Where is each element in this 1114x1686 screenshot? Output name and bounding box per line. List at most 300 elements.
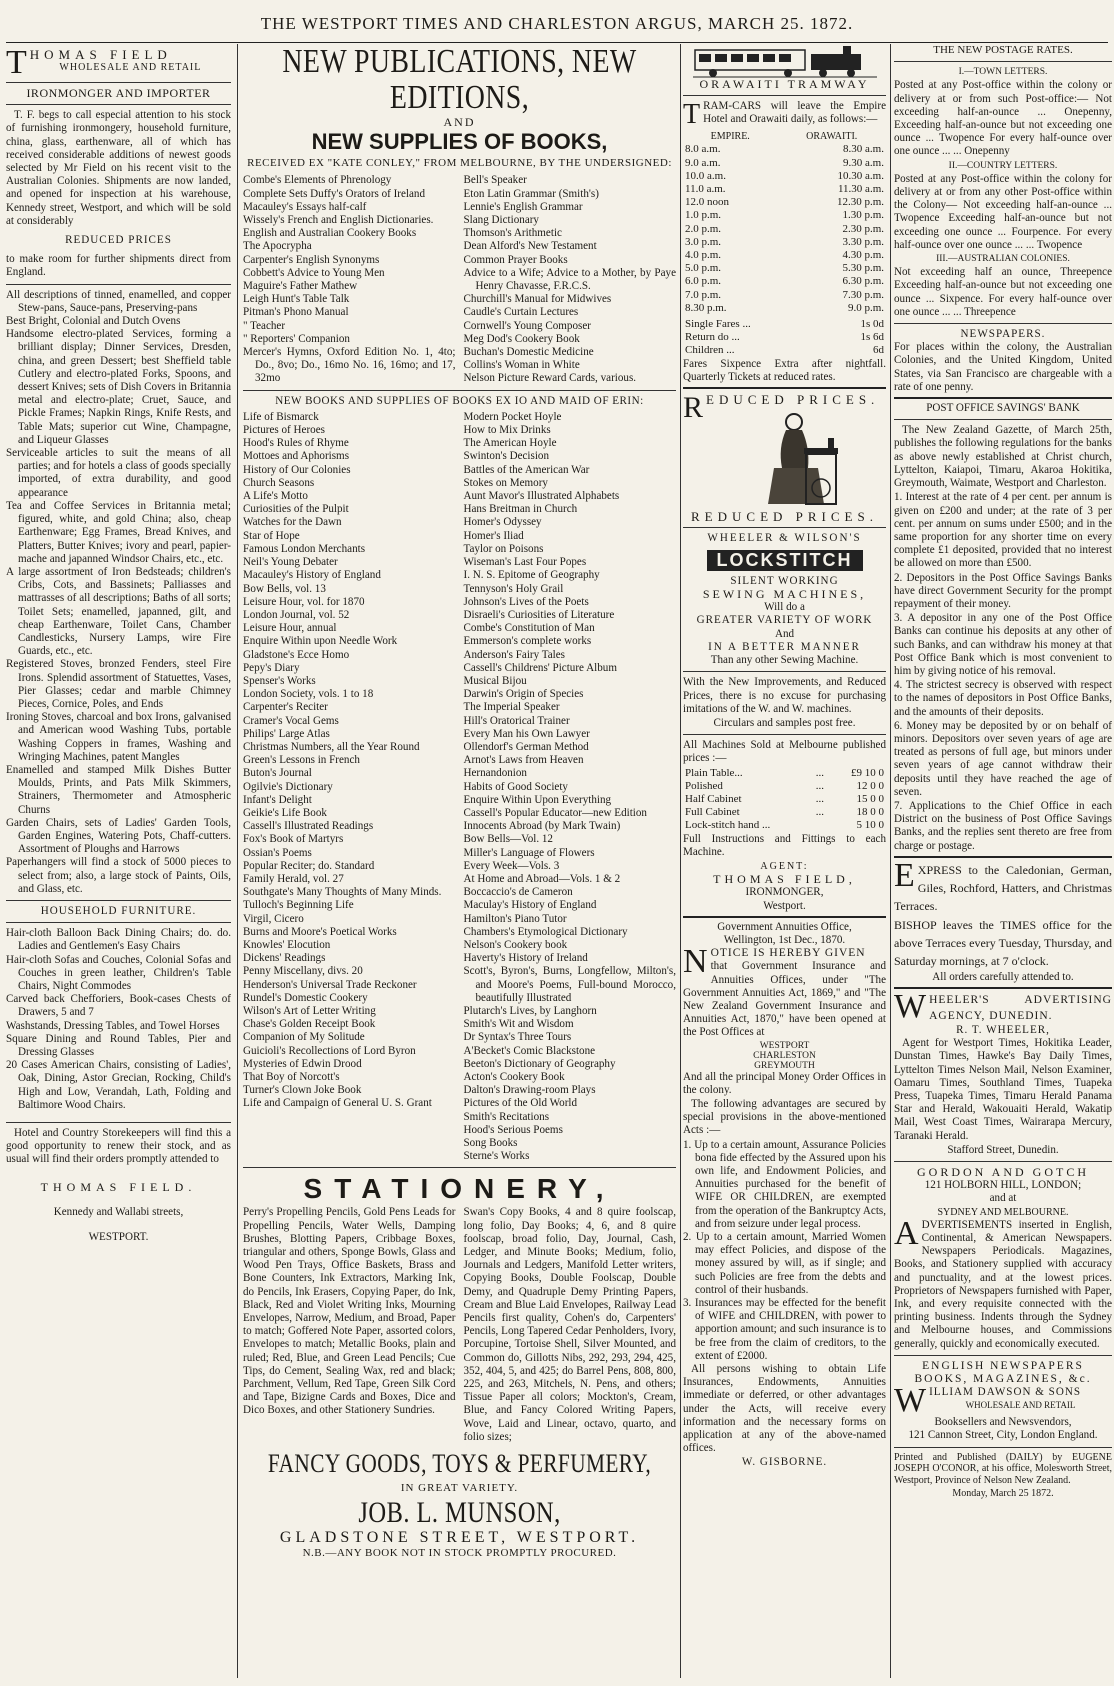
timetable-row-cell: 6.30 p.m. [842, 275, 884, 288]
book-item: Tennyson's Holy Grail [463, 582, 564, 595]
book-item: Ossian's Poems [243, 846, 312, 859]
dawson-sub: WHOLESALE AND RETAIL [965, 1400, 1076, 1411]
notice-drop-cap: N [683, 943, 708, 981]
furniture-item: Hair-cloth Balloon Back Dining Chairs; do. do. Ladies and Gentlemen's Easy Chairs [6, 927, 231, 953]
fare-row [683, 331, 886, 344]
field-ironmonger-ad [6, 44, 238, 1678]
price-row-cell: 5 10 0 [856, 819, 884, 832]
timetable-row-cell: 12.30 p.m. [836, 196, 884, 209]
intro-text: T. F. begs to call especial attention to his stock of furnishing ironmongery, household furniture, china, glass, earthenware, all of which has received considerable additions of newest goods selected by Mr Field on his recent visit to the Australian Colonies. Shipments are now landed, and opened for inspection at his warehouse, Kennedy street, Westport, and which will be sold at considerably [6, 109, 231, 227]
agent-name: THOMAS FIELD, [713, 872, 856, 887]
savings-intro: The New Zealand Gazette, of March 25th, publishes the following regulations for the banks as above newly established at Christ church, Lyttelton, Kaiapoi, Timaru, Akaroa Hokitika, Greymouth, Waimate, Westport and Charleston. [894, 424, 1112, 490]
book-item: Common Prayer Books [463, 253, 568, 266]
book-item: Life of Bismarck [243, 410, 319, 423]
book-item: Geikie's Life Book [243, 806, 327, 819]
book-item: Mercer's Hymns, Oxford Edition No. 1, 4to; Do., 8vo; Do., 16mo No. 16, 16mo; and 17, 32mo [243, 346, 456, 385]
notice-body: that Government Insurance and Annuities Offices, under "The Government Annuities Act, 1869," and "The New Zealand Government Insurance and Annuities Act, 1870," have been opened at the Post Offices at [683, 960, 886, 1039]
book-item: Johnson's Lives of the Poets [463, 595, 589, 608]
book-item: Cassell's Childrens' Picture Album [463, 661, 617, 674]
price-row [683, 819, 886, 832]
express-text: XPRESS to the Caledonian, German, Giles, Rochford, Hatters, and Christmas Terraces. [894, 862, 1112, 913]
book-item: Homer's Odyssey [463, 516, 542, 529]
timetable-row-cell: 3.30 p.m. [842, 235, 884, 248]
timetable-row-cell: 9.30 a.m. [843, 156, 884, 169]
tram-drop-cap: T [683, 99, 701, 131]
book-item: Christmas Numbers, all the Year Round [243, 740, 420, 753]
book-item: Every Week—Vols. 3 [463, 859, 560, 872]
book-item: Hood's Rules of Rhyme [243, 437, 349, 450]
stock-item: Paperhangers will find a stock of 5000 pieces to select from; also, a large stock of Paints, Oils, and Glass, etc. [6, 856, 231, 895]
adv-drop-cap: W [894, 987, 927, 1025]
furniture-item: 20 Cases American Chairs, consisting of Ladies', Oak, Dining, Astor Grecian, Rocking, Child's High and Low, Verandah, Lath, Folding and Baltimore Wood Chairs. [6, 1059, 231, 1111]
stafford-street: Stafford Street, Dunedin. [947, 1143, 1059, 1156]
dawson-drop-cap: W [894, 1382, 927, 1420]
book-item: Arnot's Laws from Heaven [463, 754, 584, 767]
book-item: Bow Bells, vol. 13 [243, 582, 326, 595]
timetable-row [683, 236, 886, 249]
imprint: Printed and Published (DAILY) by EUGENE JOSEPH O'CONOR, at his office, Molesworth Street, Westport, Province of Nelson New Zealand. [894, 1451, 1112, 1486]
book-item: Famous London Merchants [243, 542, 366, 555]
book-item: Macauley's Essays half-calf [243, 200, 367, 213]
book-item: Mysteries of Edwin Drood [243, 1057, 362, 1070]
rt-wheeler: R. T. WHEELER, [956, 1023, 1050, 1036]
price-row [683, 806, 886, 819]
adverts-text: DVERTISEMENTS inserted in English, Continental, & American Newspapers. Newspapers Periodicals. Magazines, Books, and Stationery supplied with accuracy and punctuality, and at the lowest prices. Proprietors of Newspapers furnished with Paper, Ink, and every requisite connected with the printing business. Indents through the Sydney and Melbourne houses, and Commissions generally, quickly and economically executed. [894, 1218, 1112, 1350]
agent-role: IRONMONGER, [745, 886, 824, 899]
australian-heading: III.—AUSTRALIAN COLONIES. [936, 254, 1070, 265]
price-row-cell: Plain Table... [685, 766, 743, 779]
book-item: Boccaccio's de Cameron [463, 886, 573, 899]
book-item: Musical Bijou [463, 674, 527, 687]
town-letters-heading: I.—TOWN LETTERS. [958, 67, 1048, 78]
fittings: Full Instructions and Fittings to each Machine. [683, 832, 886, 858]
adv-agency-heading: HEELER'S ADVERTISING AGENCY, DUNEDIN. [929, 993, 1112, 1022]
book-item: Advice to a Wife; Advice to a Mother, by Paye Henry Chavasse, F.R.C.S. [463, 266, 676, 293]
country-letters: Posted at any Post-office within the colony for delivery at or from any other Post-office within the Colony— Not exceeding half-an-ounce ... Twopence Exceeding half-an-ounce but not exceeding one ounce ... Fourpence. For every half-ounce over one ounce ... ... Twopence [894, 172, 1112, 251]
furniture-item: Square Dining and Round Tables, Pier and Dressing Glasses [6, 1032, 231, 1059]
books-list-1-right [464, 174, 677, 385]
advantage-item: 1. Up to a certain amount, Assurance Policies bona fide effected by the Assured upon his own life, and Endowment Policies, and Annuities purchased for the benefit of WIFE OR CHILDREN, are exempted from the operation of the Bankruptcy Acts, and from seizure under legal process. [683, 1138, 886, 1230]
notices-column [890, 44, 1112, 1678]
dawson-name: ILLIAM DAWSON & SONS [929, 1386, 1082, 1399]
book-item: Cramer's Vocal Gems [243, 714, 339, 727]
gisborne-signature: W. GISBORNE. [741, 1456, 828, 1469]
timetable-row-cell: 9.0 p.m. [847, 301, 884, 314]
adverts-drop-cap: A [894, 1214, 919, 1252]
timetable-row-cell: 10.30 a.m. [837, 169, 884, 182]
advantage-item: 3. Insurances may be effected for the benefit of WIFE and CHILDREN, with power to apportion amount; and such insurance is to be free from the claim of creditors, to the extent of £2000. [683, 1297, 886, 1362]
timetable-row [683, 196, 886, 209]
books-list-2-left [243, 411, 456, 1164]
tramway-heading: ORAWAITI TRAMWAY [699, 77, 870, 91]
stock-item: Registered Stoves, bronzed Fenders, steel Fire Irons. Splendid assortment of Statuettes, Vases, Pier Glasses; cedar and marble Chimney Pieces, Cornice, Poles, and Ends [6, 658, 231, 710]
timetable-row [683, 223, 886, 236]
book-item: Pictures of Heroes [243, 424, 325, 437]
price-row-cell: 12 0 0 [856, 779, 884, 792]
timetable-row [683, 209, 886, 222]
book-item: Thomson's Arithmetic [463, 227, 562, 240]
timetable-row-cell: 2.0 p.m. [685, 222, 722, 235]
price-row [683, 767, 886, 780]
book-item: Darwin's Origin of Species [463, 688, 584, 701]
timetable-row [683, 157, 886, 170]
reduced-prices-top: EDUCED PRICES. [706, 392, 880, 408]
will-do: Will do a [764, 601, 805, 614]
book-item: Eton Latin Grammar (Smith's) [463, 187, 599, 200]
fare-row-cell: 6d [873, 344, 884, 357]
stock-item: All descriptions of tinned, enamelled, and copper Stew-pans, Sauce-pans, Preserving-pans [6, 288, 231, 314]
book-item: Buton's Journal [243, 767, 312, 780]
book-item: That Boy of Norcott's [243, 1071, 340, 1084]
price-row-cell [814, 819, 832, 832]
timetable-row [683, 262, 886, 275]
bishop-text: BISHOP leaves the TIMES office for the above Terraces every Tuesday, Thursday, and Saturday mornings, at 7 o'clock. [894, 917, 1112, 968]
holborn-hill: 121 HOLBORN HILL, LONDON; [924, 1179, 1082, 1192]
fare-row-cell: Return do ... [685, 331, 740, 344]
timetable-row [683, 289, 886, 302]
book-item: Leigh Hunt's Table Talk [243, 293, 350, 306]
book-item: London Journal, vol. 52 [243, 608, 350, 621]
book-item: Companion of My Solitude [243, 1031, 365, 1044]
book-item: Bell's Speaker [463, 174, 527, 187]
book-item: Southgate's Many Thoughts of Many Minds. [243, 886, 442, 899]
book-item: Wissely's French and English Dictionaries. [243, 214, 434, 227]
reduced-prices-heading: REDUCED PRICES [65, 234, 172, 247]
book-item: Modern Pocket Hoyle [463, 410, 562, 423]
book-item: Sterne's Works [463, 1150, 530, 1163]
sydney-melbourne: SYDNEY AND MELBOURNE. [937, 1206, 1069, 1218]
book-item: Smith's Recitations [463, 1110, 550, 1123]
book-item: Beeton's Dictionary of Geography [463, 1057, 616, 1070]
rt-agent-text: Agent for Westport Times, Hokitika Leader, Dunstan Times, Hawke's Bay Daily Times, Lyttelton Times Nelson Mail, Nelson Examiner, Oamaru Times, Southland Times, Tuapeka Press, Tuapeka Times, Timaru Herald Panama Star and Herald, Wakouaiti Herald, Wakatip Mail, West Coast Times, Wairarapa Mercury, Taranaki Herald. [894, 1037, 1112, 1142]
book-item: Aunt Mavor's Illustrated Alphabets [463, 490, 620, 503]
timetable-row [683, 170, 886, 183]
english-newspapers: ENGLISH NEWSPAPERS BOOKS, MAGAZINES, &c. [914, 1359, 1092, 1386]
town: WESTPORT. [88, 1231, 149, 1244]
masthead: THE WESTPORT TIMES AND CHARLESTON ARGUS, MARCH 25. 1872. [6, 0, 1108, 43]
book-item: Bow Bells—Vol. 12 [463, 833, 553, 846]
timetable-row [683, 249, 886, 262]
fare-row [683, 318, 886, 331]
book-item: Acton's Cookery Book [463, 1071, 565, 1084]
advantage-item: 2. Up to a certain amount, Married Women may effect Policies, and dispose of the money assured by will, as if single; and such Policies are free from the debts and control of their husbands. [683, 1231, 886, 1296]
tram-illustration [693, 44, 877, 78]
stationery-right: Swan's Copy Books, 4 and 8 quire foolscap, long folio, Day Books; 4, 6, and 8 quire foolscap, broad folio, Day, Journal, Cash, Ledger, and Minute Books; Medium, folio, Journals and Ledgers, Manifold Letter writers, Copying Books, Double Foolscap, Double Demy, and Quadruple Demy Printing Papers, Cream and Blue Laid Envelopes, Railway Lead Pencils first quality, Cohen's do, Carpenters' Pencils, Long Tapered Cedar Penholders, Ivory, Porcupine, Tortoise Shell, Silver Mounted, and Common do, Gillotts Nibs, 292, 293, 294, 425, 352, 404, 5, and 425; do Barrel Pens, 808, 800, 225, and 263, Mitchels, N. Pens, and others; Tissue Paper all colors; Mockton's, Cream, Blue, and Fancy Colored Writing Papers, Wove, Laid and Linear, octavo, quarto, and folio sizes; [463, 1206, 676, 1443]
book-item: At Home and Abroad—Vols. 1 & 2 [463, 872, 621, 885]
book-item: Combe's Constitution of Man [463, 622, 595, 635]
munson-note: N.B.—ANY BOOK NOT IN STOCK PROMPTLY PROCURED. [302, 1546, 617, 1559]
book-item: Life and Campaign of General U. S. Grant [243, 1097, 432, 1110]
stationery-list [243, 1206, 676, 1444]
stock-item: Handsome electro-plated Services, forming a brilliant display; Dinner Services, Dresden, china, and green Dessert; best Sheffield table Cutlery and electro-plated Forks, Spoons, and dessert Knives; sets of Dish Covers in Britannia metal and electro-plate; Cruet, Sauce, and Pickle Frames; Napkin Rings, Knife Rests, and Table Mats; superior cut Wine, Champagne, and Liqueur Glasses [6, 328, 231, 446]
middle-ads-column [679, 44, 891, 1678]
fares-note: Fares Sixpence Extra after nightfall. Quarterly Tickets at reduced rates. [683, 357, 886, 383]
munson-books-ad [239, 44, 681, 1678]
book-item: Leisure Hour, vol. for 1870 [243, 595, 365, 608]
timetable-row-cell: 4.30 p.m. [842, 249, 884, 262]
price-row-cell: 18 0 0 [856, 806, 884, 819]
book-item: Miller's Language of Flowers [463, 846, 595, 859]
circulars: Circulars and samples post free. [713, 716, 856, 729]
timetable-row-cell: 7.30 p.m. [842, 288, 884, 301]
timetable-row-cell: 1.0 p.m. [685, 209, 722, 222]
book-item: Rundel's Domestic Cookery [243, 991, 368, 1004]
greater-variety: GREATER VARIETY OF WORK [696, 614, 873, 627]
timetable-header-orawaiti: ORAWAITI. [806, 131, 858, 143]
book-item: Complete Sets Duffy's Orators of Ireland [243, 187, 426, 200]
book-item: Dean Alford's New Testament [463, 240, 597, 253]
stock-item: Best Bright, Colonial and Dutch Ovens [6, 315, 181, 328]
dawson-role: Booksellers and Newsvendors, [934, 1416, 1072, 1429]
address: Kennedy and Wallabi streets, [53, 1205, 184, 1218]
book-item: Mottoes and Aphorisms [243, 450, 350, 463]
advantages-list [683, 1139, 886, 1363]
book-item: Chambers's Etymological Dictionary [463, 925, 628, 938]
fares-table [683, 318, 886, 358]
book-item: Guicioli's Recollections of Lord Byron [243, 1044, 416, 1057]
book-item: Emmerson's complete works [463, 635, 592, 648]
books-list-2 [243, 411, 676, 1164]
book-item: Cassell's Illustrated Readings [243, 820, 374, 833]
timetable-row [683, 143, 886, 156]
timetable-row-cell: 11.0 a.m. [685, 183, 726, 196]
munson-name: JOB. L. MUNSON, [358, 1496, 561, 1530]
timetable-header-empire: EMPIRE. [710, 131, 750, 143]
tram-intro: RAM-CARS will leave the Empire Hotel and Orawaiti daily, as follows:— [703, 100, 886, 126]
book-item: Enquire Within upon Needle Work [243, 635, 398, 648]
book-item: Curiosities of the Pulpit [243, 503, 349, 516]
headline-publications: NEW PUBLICATIONS, NEW EDITIONS, [282, 44, 637, 116]
book-item: Hernandonion [463, 767, 527, 780]
money-order: And all the principal Money Order Offices in the colony. [683, 1070, 886, 1096]
book-item: Battles of the American War [463, 463, 590, 476]
book-item: Dalton's Drawing-room Plays [463, 1084, 596, 1097]
following: The following advantages are secured by special provisions in the above-mentioned Acts :— [683, 1097, 886, 1137]
australian-rates: Not exceeding half an ounce, Threepence Exceeding half-an-ounce but not exceeding one ounce ... Sixpence. For every half-ounce over one ounce ... ... Threepence [894, 266, 1112, 318]
erin-heading: NEW BOOKS AND SUPPLIES OF BOOKS EX IO AND MAID OF ERIN: [275, 394, 644, 407]
notice-heading: OTICE IS HEREBY GIVEN [710, 947, 866, 960]
book-item: Disraeli's Curiosities of Literature [463, 608, 615, 621]
book-item: Spenser's Works [243, 674, 316, 687]
book-item: Watches for the Dawn [243, 516, 342, 529]
book-item: Hood's Serious Poems [463, 1123, 563, 1136]
book-item: History of Our Colonies [243, 463, 351, 476]
book-item: Innocents Abroad (by Mark Twain) [463, 820, 621, 833]
agent-label: AGENT: [760, 860, 809, 872]
sewing-machines: SEWING MACHINES, [702, 587, 867, 602]
book-item: Macauley's History of England [243, 569, 381, 582]
silent-working: SILENT WORKING [730, 574, 839, 587]
price-row-cell: ... [815, 792, 825, 805]
machine-prices [683, 767, 886, 833]
book-item: " Reporters' Companion [243, 332, 350, 345]
gov-office: Government Annuities Office, [717, 920, 852, 933]
furniture-heading: HOUSEHOLD FURNITURE. [40, 904, 197, 917]
columns [6, 44, 1112, 1678]
furniture-item: Washstands, Dressing Tables, and Towel Horses [6, 1019, 220, 1032]
book-item: Nelson Picture Reward Cards, various. [463, 372, 637, 385]
fare-row-cell: 1s 0d [860, 318, 884, 331]
fare-row [683, 344, 886, 357]
and-word: And [774, 627, 795, 640]
book-item: Meg Dod's Cookery Book [463, 332, 580, 345]
furniture-list [6, 927, 231, 1112]
postage-heading: THE NEW POSTAGE RATES. [933, 44, 1073, 56]
books-list-1-left [243, 174, 456, 385]
timetable-row-cell: 10.0 a.m. [685, 169, 726, 182]
book-item: Cassell's Popular Educator—new Edition [463, 806, 647, 819]
book-item: Homer's Iliad [463, 529, 524, 542]
express-drop-cap: E [894, 856, 915, 894]
timetable-row-cell: 12.0 noon [685, 196, 729, 209]
book-item: Leisure Hour, annual [243, 622, 337, 635]
price-row-cell: ... [815, 779, 825, 792]
timetable-row [683, 275, 886, 288]
wheeler-wilson: WHEELER & WILSON'S [707, 532, 862, 545]
price-row-cell: ... [815, 806, 825, 819]
stock-item: Garden Chairs, sets of Ladies' Garden Tools, Garden Engines, Watering Pots, Chaff-cutters. Assortment of Ploughs and Harrows [6, 816, 231, 856]
book-item: Cornwell's Young Composer [463, 319, 591, 332]
timetable-row-cell: 2.30 p.m. [842, 222, 884, 235]
book-item: A Life's Motto [243, 490, 308, 503]
variety-text: IN GREAT VARIETY. [400, 1482, 519, 1495]
savings-rule: 3. A depositor in any one of the Post Office Banks can continue his deposits at any other of such Banks, and can withdraw his money at that Post Office Bank which is most convenient to him by giving notice of his removal. [894, 612, 1112, 677]
price-row [683, 793, 886, 806]
orders-text: All orders carefully attended to. [932, 970, 1074, 983]
timetable-row-cell: 11.30 a.m. [837, 183, 884, 196]
imprint-date: Monday, March 25 1872. [952, 1488, 1054, 1500]
fancy-goods-heading: FANCY GOODS, TOYS & PERFUMERY, [267, 1449, 652, 1479]
book-item: Hill's Oratorical Trainer [463, 714, 570, 727]
price-row-cell: Full Cabinet [685, 806, 740, 819]
gordon-gotch: GORDON AND GOTCH [916, 1165, 1089, 1180]
newspapers-heading: NEWSPAPERS. [960, 328, 1046, 341]
book-item: Wiseman's Last Four Popes [463, 556, 587, 569]
notice-place: WESTPORT [759, 1040, 810, 1051]
book-item: Popular Reciter; do. Standard [243, 859, 375, 872]
book-item: Nelson's Cookery book [463, 938, 568, 951]
country-letters-heading: II.—COUNTRY LETTERS. [948, 160, 1058, 171]
book-item: Maguire's Father Mathew [243, 280, 358, 293]
savings-heading: POST OFFICE SAVINGS' BANK [926, 402, 1080, 415]
agent-town: Westport. [763, 899, 806, 912]
book-item: English and Australian Cookery Books [243, 227, 417, 240]
book-item: Churchill's Manual for Midwives [463, 293, 612, 306]
furniture-item: Hair-cloth Sofas and Couches, Colonial Sofas and Couches in green leather, Children's Table Chairs, Night Commodes [6, 953, 231, 992]
book-item: Anderson's Fairy Tales [463, 648, 565, 661]
savings-rule: 1. Interest at the rate of 4 per cent. per annum is given on £200 and under; at the rate of 3 per cent. per annum on sums under £500; and in the same proportion for any shorter time on every complete £1 deposited, provided that no interest be allowed on more than £500. [894, 491, 1112, 570]
trade-heading: IRONMONGER AND IMPORTER [26, 86, 211, 100]
timetable-row-cell: 5.30 p.m. [842, 262, 884, 275]
book-item: Song Books [463, 1137, 518, 1150]
savings-rule: 4. The strictest secrecy is observed with respect to the names of depositors in Post Office Banks, and the amounts of their deposits. [894, 679, 1112, 718]
books-list-2-right [464, 411, 677, 1164]
book-item: Virgil, Cicero [243, 912, 304, 925]
book-item: Combe's Elements of Phrenology [243, 174, 392, 187]
savings-rule: 6. Money may be deposited by or on behalf of minors. Depositors over seven years of age are treated as persons of full age, but minors under seven years of age cannot withdraw their deposits until they have reached the age of seven. [894, 719, 1112, 798]
fare-row-cell: Single Fares ... [685, 318, 751, 331]
timetable-row-cell: 7.0 p.m. [685, 288, 722, 301]
book-item: Wilson's Art of Letter Writing [243, 1005, 376, 1017]
advertiser-name: HOMAS FIELD [29, 47, 172, 62]
timetable-row-cell: 9.0 a.m. [685, 156, 721, 169]
stock-item: A large assortment of Iron Bedsteads; children's Cribs, Cots, and Bassinets; Palliasses and mattrasses of all descriptions; Baths of all sorts; Toilet Sets; enamelled, japanned, gilt, and cheap Earthenware, Toilet Cans, Chamber Candlesticks, Nursery Lamps, wire Fire Guards, etc., etc. [6, 565, 231, 658]
timetable-row-cell: 3.0 p.m. [685, 235, 722, 248]
timetable-row-cell: 4.0 p.m. [685, 249, 722, 262]
book-item: Burns and Moore's Poetical Works [243, 925, 397, 938]
price-row-cell: Polished [685, 779, 723, 792]
newspapers-rates: For places within the colony, the Australian Colonies, and the United Kingdom, United States, via San Francisco are chargeable with a rate of one penny. [894, 341, 1112, 393]
savings-rule: 7. Applications to the Chief Office in each District on the business of Post Office Savings Banks, and the replies sent thereto are free from charge or postage. [894, 799, 1112, 852]
timetable-row-cell: 8.30 p.m. [685, 301, 727, 314]
book-item: Henderson's Universal Trade Reckoner [243, 978, 417, 991]
timetable-row-cell: 8.30 a.m. [843, 143, 884, 156]
book-item: Enquire Within Upon Everything [463, 793, 612, 806]
book-item: Cobbett's Advice to Young Men [243, 266, 385, 279]
book-item: Slang Dictionary [463, 214, 539, 227]
book-item: " Teacher [243, 319, 286, 332]
book-item: Plutarch's Lives, by Langhorn [463, 1005, 597, 1017]
fare-row-cell: Children ... [685, 344, 735, 357]
book-item: A'Becket's Comic Blackstone [463, 1044, 596, 1057]
stock-list [6, 289, 231, 896]
reduced-prices-bottom: REDUCED PRICES. [691, 509, 878, 525]
price-row-cell: 15 0 0 [856, 792, 884, 805]
book-item: Hans Breitman in Church [463, 503, 578, 516]
timetable-row-cell: 6.0 p.m. [685, 275, 722, 288]
book-item: Collins's Woman in White [463, 359, 580, 372]
price-row-cell: ... [815, 766, 825, 779]
book-item: Carpenter's English Synonyms [243, 253, 380, 266]
book-item: Turner's Clown Joke Book [243, 1084, 362, 1097]
book-item: Tulloch's Beginning Life [243, 899, 354, 912]
timetable-row [683, 302, 886, 315]
furniture-item: Carved back Chefforiers, Book-cases Chests of Drawers, 5 and 7 [6, 993, 231, 1019]
reduced-note: to make room for further shipments direct from England. [6, 253, 231, 279]
annuities-closing: All persons wishing to obtain Life Insurances, Endowments, Annuities immediate or deferred, or other advantages under the Acts, will receive every information and the necessary forms on application at any of the above-named offices. [683, 1363, 886, 1455]
book-item: Ollendorf's German Method [463, 740, 589, 753]
book-item: Pitman's Phono Manual [243, 306, 349, 319]
stock-item: Serviceable articles to suit the means of all parties; and for hotels a class of goods specially imported, of extra durability, and good appearance [6, 447, 231, 499]
notice-place: CHARLESTON [753, 1050, 816, 1061]
timetable-row-cell: 8.0 a.m. [685, 143, 721, 156]
lockstitch-banner: LOCKSTITCH [707, 550, 863, 571]
and-text: AND [443, 115, 476, 129]
savings-rules [894, 491, 1112, 852]
stock-item: Tea and Coffee Services in Britannia metal; figured, white, and gold China; also, cheap Earthenware; Egg Frames, Bread Knives, and Platters, Butter Knives; ivory and pearl, papier-mache and japanned Windsor Chairs, etc., etc. [6, 499, 231, 565]
closing-text: Hotel and Country Storekeepers will find this a good opportunity to renew their stock, and as usual will find their orders promptly attended to [6, 1127, 231, 1166]
book-item: Ogilvie's Dictionary [243, 780, 333, 793]
book-item: Neil's Young Debater [243, 556, 338, 569]
sold-prices: All Machines Sold at Melbourne published prices :— [683, 739, 886, 765]
book-item: Church Seasons [243, 476, 315, 489]
tram-timetable [683, 130, 886, 315]
stationery-heading: STATIONERY, [303, 1173, 616, 1205]
book-item: Hamilton's Piano Tutor [463, 912, 567, 925]
sewing-machine-illustration [748, 408, 844, 508]
stock-item: Ironing Stoves, charcoal and box Irons, galvanised and American wood Washing Tubs, portable Washing Coppers in frames, Washing and Wringing Machines, patent Mangles [6, 711, 231, 763]
notice-place: GREYMOUTH [754, 1060, 815, 1071]
book-item: Lennie's English Grammar [463, 200, 583, 213]
book-item: Philips' Large Atlas [243, 727, 330, 740]
book-item: Fox's Book of Martyrs [243, 833, 344, 846]
munson-street: GLADSTONE STREET, WESTPORT. [279, 1529, 640, 1547]
fare-row-cell: 1s 6d [860, 331, 884, 344]
headline-supplies: NEW SUPPLIES OF BOOKS, [311, 129, 608, 155]
book-item: Caudle's Curtain Lectures [463, 306, 579, 319]
than-other: Than any other Sewing Machine. [710, 654, 859, 667]
timetable-row-cell: 1.30 p.m. [842, 209, 884, 222]
